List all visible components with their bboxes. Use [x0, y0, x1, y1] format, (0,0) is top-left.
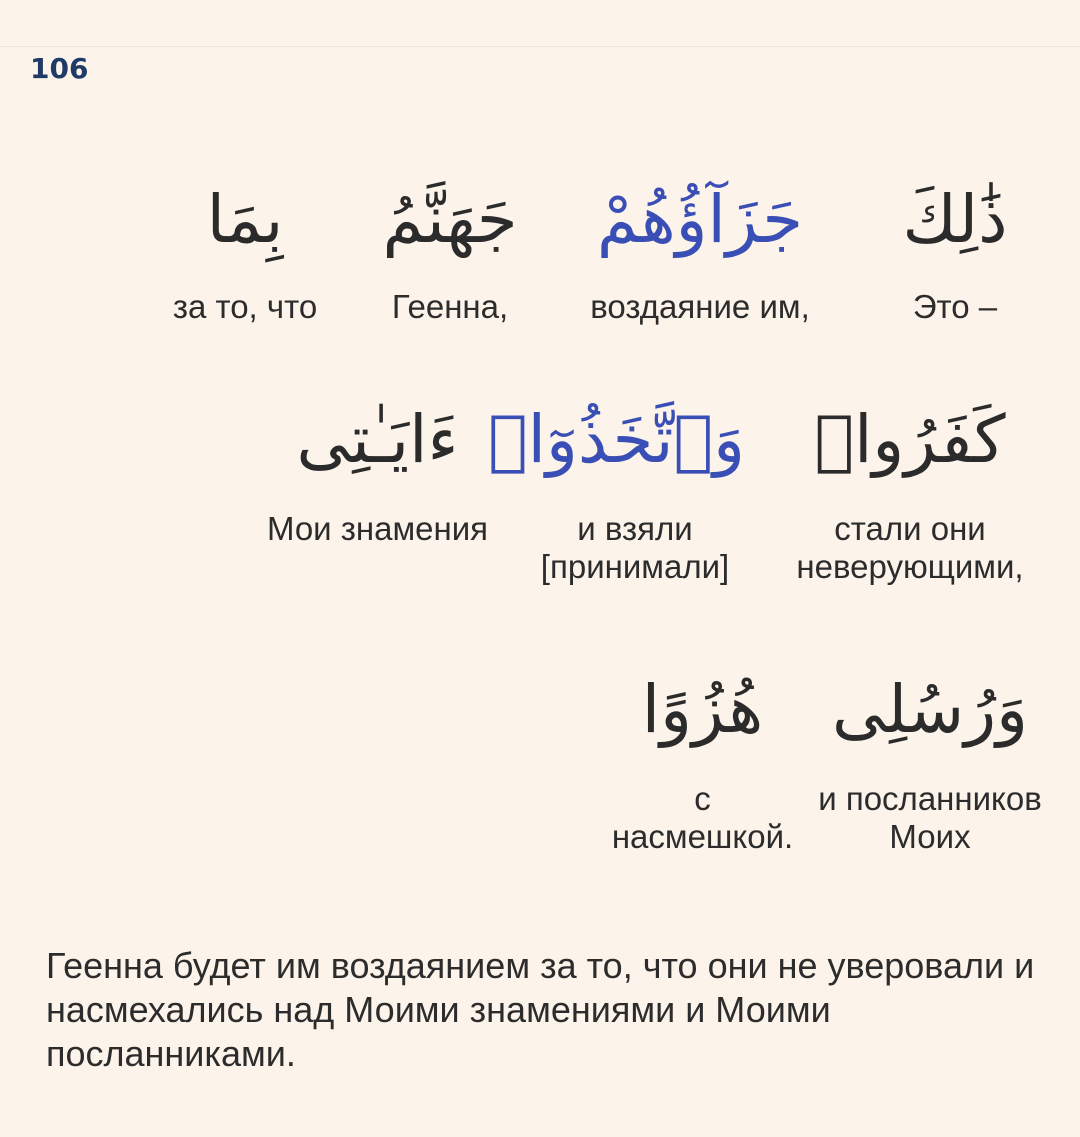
top-divider — [0, 46, 1080, 47]
word-translation: Это – — [912, 288, 998, 325]
word-translation-line-2: Моих — [889, 818, 971, 855]
word-translation-line-1: с — [694, 780, 711, 817]
word-translation-line-1: и взяли — [577, 510, 693, 547]
word-translation-line-2: [принимали] — [540, 548, 730, 585]
arabic-word: ذَٰلِكَ — [902, 181, 1008, 258]
word-translation: воздаяние им, — [590, 288, 810, 325]
arabic-word: وَٱتَّخَذُوٓا۟ — [488, 401, 745, 478]
word-translation-line-2: неверующими, — [796, 548, 1024, 585]
page-number: 106 — [30, 52, 89, 85]
word-translation-line-2: насмешкой. — [611, 818, 794, 855]
word-translation: за то, что — [172, 288, 318, 325]
word-wattakhadhu — [488, 390, 745, 586]
word-translation: Мои знамения — [266, 510, 489, 547]
arabic-word: بِمَا — [206, 181, 284, 258]
word-warusuli — [805, 660, 1055, 856]
word-jahannamu — [360, 170, 540, 326]
word-translation-line-1: стали они — [834, 510, 986, 547]
word-huzuwan — [600, 660, 805, 856]
arabic-word: وَرُسُلِى — [832, 671, 1028, 748]
word-dhalika — [880, 170, 1030, 326]
word-kafaru — [780, 390, 1040, 586]
arabic-word: هُزُوًا — [641, 671, 764, 748]
word-ayati — [250, 390, 505, 548]
arabic-word: جَهَنَّمُ — [382, 181, 518, 258]
arabic-word: جَزَآؤُهُمْ — [596, 181, 804, 258]
verse-summary: Геенна будет им воздаянием за то, что они не уверовали и насмехались над Моими знамениями и Моими посланниками. — [46, 945, 1035, 1074]
arabic-word: كَفَرُوا۟ — [814, 401, 1006, 478]
word-jazauhum — [570, 170, 830, 326]
word-bima — [160, 170, 330, 326]
arabic-word: ءَايَـٰتِى — [296, 401, 459, 478]
word-translation: Геенна, — [391, 288, 509, 325]
word-translation-line-1: и посланников — [818, 780, 1042, 817]
